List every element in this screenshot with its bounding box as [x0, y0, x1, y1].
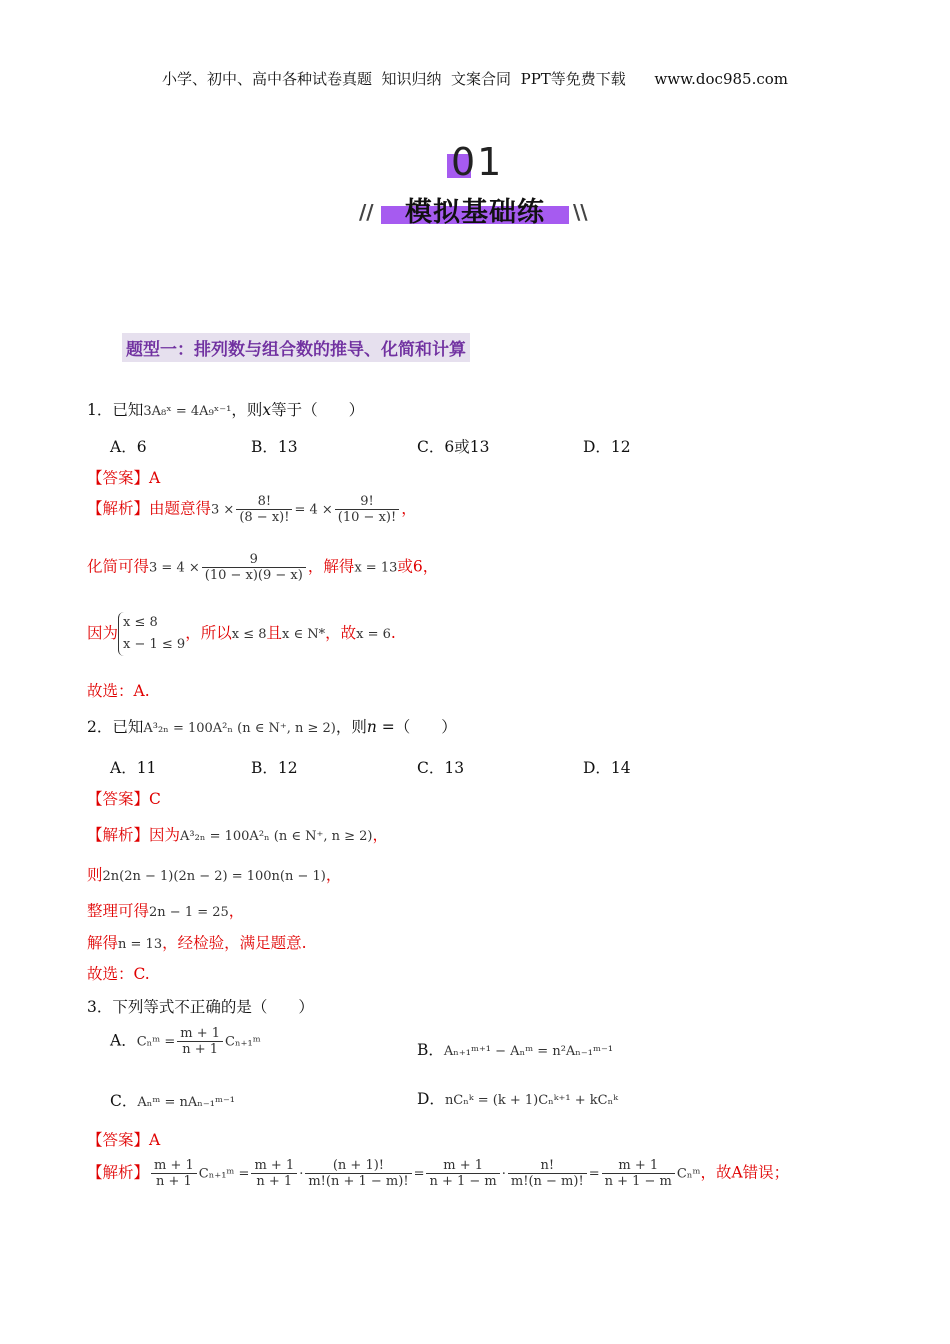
q1-analysis-line1 [87, 494, 417, 525]
q1-tail: 等于（ ） [271, 401, 365, 419]
q3-frac6 [602, 1158, 675, 1189]
section-banner [355, 140, 595, 230]
q2-after: ，则 [335, 718, 367, 736]
q1-a3-r3: x = 6 [356, 627, 391, 642]
q1-a3-text: 因为 [87, 624, 119, 642]
q1-a3-c2: x − 1 ≤ 9 [123, 637, 186, 652]
q2-a3-end: ， [228, 902, 245, 920]
q3-t6: Cₙᵐ [676, 1166, 701, 1182]
q3-stem: 3．下列等式不正确的是（ ） [87, 998, 314, 1016]
q1-a2-f-num: 9 [202, 552, 306, 568]
q2-option-a: A．11 [110, 759, 157, 777]
q1-a3-mid: ，所以 [185, 624, 232, 642]
header-site: www.doc985.com [654, 70, 788, 88]
q3-t5: = [588, 1166, 600, 1182]
q3-option-d [417, 1087, 618, 1109]
q2-choose: 故选：C. [87, 965, 150, 983]
q1-analysis-line3 [87, 612, 396, 656]
q1-a1-end: ， [401, 499, 417, 518]
q2-a4-end: ，经检验，满足题意. [162, 934, 307, 952]
q3-end: ，故A错误； [700, 1163, 790, 1182]
q3-f5-num: n! [508, 1158, 587, 1174]
q1-a1-frac2 [335, 494, 399, 525]
q2-a3-text: 整理可得 [87, 902, 150, 920]
q1-a3-r1: x ≤ 8 [231, 627, 267, 642]
q1-option-a: A．6 [110, 438, 147, 456]
q2-a2-text: 则 [87, 866, 103, 884]
q2-a1-formula: A³₂ₙ = 100A²ₙ (n ∈ N⁺, n ≥ 2) [180, 829, 373, 844]
q2-option-c: C．13 [417, 759, 465, 777]
q3-opt-a-frac [177, 1026, 223, 1057]
q1-a2-text: 化简可得 [87, 557, 150, 576]
q3-f2-num: m + 1 [251, 1158, 297, 1174]
q1-a1-f1-den: (8 − x)! [239, 510, 290, 525]
q3-t3: = [413, 1166, 425, 1182]
q3-f5-den: m!(n − m)! [510, 1174, 584, 1189]
q1-a1-f2-den: (10 − x)! [337, 510, 397, 525]
slash-left-icon: // [359, 200, 374, 224]
q3-f3-den: m!(n + 1 − m)! [308, 1174, 409, 1189]
q1-option-d: D．12 [583, 438, 631, 456]
q1-a2-frac [202, 552, 306, 583]
q2-analysis-line1 [87, 823, 388, 845]
q3-f1-den: n + 1 [155, 1174, 192, 1189]
q3-opt-b-formula: Aₙ₊₁ᵐ⁺¹ − Aₙᵐ = n²Aₙ₋₁ᵐ⁻¹ [443, 1044, 614, 1059]
q2-label: 2．已知 [87, 718, 144, 736]
q3-opt-b-label: B． [417, 1041, 444, 1059]
q2-a2-end: ， [325, 866, 342, 884]
q1-a2-lhs: 3 = 4 × [149, 560, 200, 576]
q2-analysis-line4 [87, 931, 307, 953]
q3-option-c [110, 1089, 235, 1111]
q3-opt-c-label: C． [110, 1092, 138, 1110]
q3-analysis-line1 [87, 1158, 789, 1189]
q3-frac5 [508, 1158, 587, 1189]
q3-opt-a-den: n + 1 [182, 1042, 219, 1057]
banner-number: 01 [451, 140, 504, 184]
q3-f1-num: m + 1 [151, 1158, 197, 1174]
section-title: 题型一：排列数与组合数的推导、化简和计算 [122, 333, 470, 362]
q1-a1-frac1 [236, 494, 292, 525]
slash-right-icon: \\ [573, 200, 588, 224]
q3-option-b [417, 1038, 613, 1060]
q1-choose: 故选：A. [87, 682, 150, 700]
banner-title: 模拟基础练 [405, 197, 545, 228]
q1-stem [87, 398, 364, 420]
q2-a1-end: ， [372, 826, 389, 844]
q1-a1-f2-num: 9! [335, 494, 399, 510]
q1-a3-and: 且 [266, 624, 283, 642]
q2-stem [87, 715, 457, 737]
q3-option-a [110, 1026, 261, 1057]
q3-t1: Cₙ₊₁ᵐ = [198, 1166, 250, 1182]
q3-answer: 【答案】A [87, 1131, 161, 1149]
q1-formula: 3A₈ˣ = 4A₉ˣ⁻¹ [143, 404, 232, 419]
q3-analysis-tag: 【解析】 [87, 1163, 150, 1182]
q2-option-b: B．12 [251, 759, 298, 777]
q1-a2-mid: ，解得 [307, 557, 355, 576]
q3-f4-den: n + 1 − m [429, 1174, 497, 1189]
q3-opt-c-formula: Aₙᵐ = nAₙ₋₁ᵐ⁻¹ [137, 1095, 236, 1110]
q3-frac4 [426, 1158, 499, 1189]
q3-frac2 [251, 1158, 297, 1189]
q2-analysis-tag: 【解析】 [87, 826, 150, 844]
q3-f6-num: m + 1 [602, 1158, 675, 1174]
q1-a1-f1-num: 8! [236, 494, 292, 510]
q3-f2-den: n + 1 [256, 1174, 293, 1189]
q1-a3-end: . [390, 624, 396, 642]
q1-a3-so: ，故 [325, 624, 357, 642]
q1-option-b: B．13 [251, 438, 298, 456]
q2-answer: 【答案】C [87, 790, 161, 808]
q3-t2: · [299, 1166, 304, 1182]
q2-analysis-line2 [87, 863, 341, 885]
q1-label: 1．已知 [87, 401, 144, 419]
q3-opt-a-rhs: Cₙ₊₁ᵐ [225, 1034, 261, 1050]
q2-a1-text: 因为 [149, 826, 181, 844]
q2-a4-text: 解得 [87, 934, 119, 952]
q1-a1-lhs: 3 × [211, 502, 235, 518]
q2-a3-formula: 2n − 1 = 25 [149, 905, 229, 920]
q1-analysis-tag: 【解析】 [87, 499, 150, 518]
q1-a2-end: 或6， [397, 557, 439, 576]
q3-opt-a-num: m + 1 [177, 1026, 223, 1042]
q2-option-d: D．14 [583, 759, 631, 777]
q1-a2-sol: x = 13 [354, 560, 398, 576]
q2-a4-formula: n = 13 [118, 937, 163, 952]
q1-a2-f-den: (10 − x)(9 − x) [204, 568, 303, 583]
q1-a1-text: 由题意得 [149, 499, 212, 518]
q1-a3-system [118, 612, 185, 656]
q1-var: x [262, 401, 272, 419]
q3-t4: · [501, 1166, 506, 1182]
q2-formula: A³₂ₙ = 100A²ₙ (n ∈ N⁺, n ≥ 2) [143, 721, 336, 736]
q1-answer: 【答案】A [87, 469, 161, 487]
q3-opt-d-formula: nCₙᵏ = (k + 1)Cₙᵏ⁺¹ + kCₙᵏ [444, 1093, 618, 1108]
q2-var: n = [366, 718, 395, 736]
header-tagline: 小学、初中、高中各种试卷真题 知识归纳 文案合同 PPT等免费下载 [161, 70, 626, 88]
q2-tail: （ ） [394, 718, 457, 736]
q1-a3-c1: x ≤ 8 [123, 615, 158, 630]
q1-analysis-line2 [87, 552, 438, 583]
q1-a1-mid: = 4 × [294, 502, 333, 518]
q3-f4-num: m + 1 [426, 1158, 499, 1174]
q3-opt-a-label: A． [110, 1031, 137, 1050]
q3-frac3 [305, 1158, 411, 1189]
q3-frac1 [151, 1158, 197, 1189]
q3-opt-a-lhs: Cₙᵐ = [136, 1034, 176, 1050]
q1-option-c: C．6或13 [417, 438, 490, 456]
page-header [0, 68, 950, 89]
q2-a2-formula: 2n(2n − 1)(2n − 2) = 100n(n − 1) [102, 869, 326, 884]
q1-after: ，则 [231, 401, 263, 419]
q3-f3-num: (n + 1)! [305, 1158, 411, 1174]
q2-analysis-line3 [87, 899, 244, 921]
q1-a3-r2: x ∈ N* [282, 627, 326, 642]
q3-opt-d-label: D． [417, 1090, 445, 1108]
q3-f6-den: n + 1 − m [604, 1174, 672, 1189]
